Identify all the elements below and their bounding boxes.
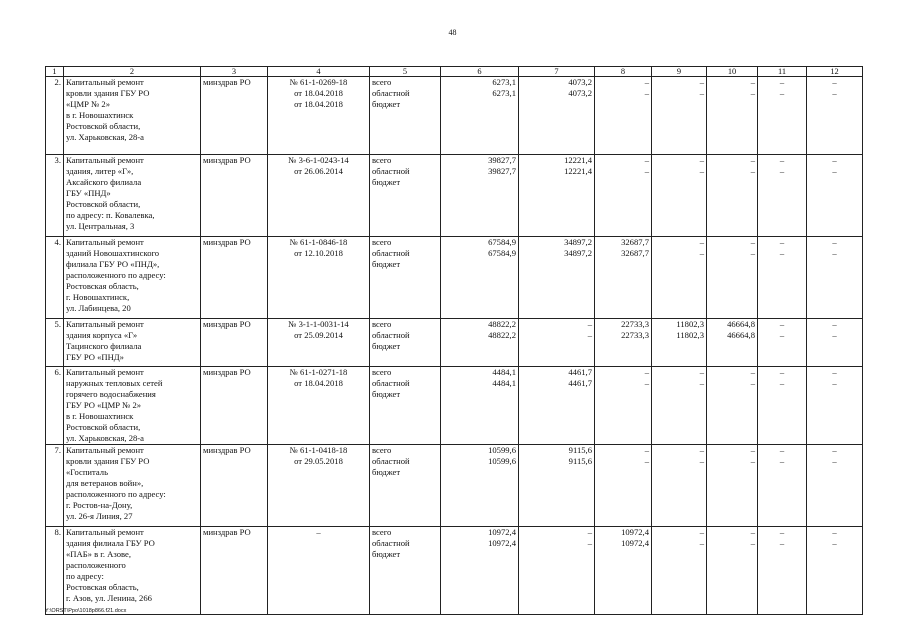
funding-source-line: областной bbox=[372, 538, 410, 548]
value-col-12 bbox=[807, 445, 863, 527]
value-col-12 bbox=[807, 367, 863, 445]
object-description-line: в г. Новошахтинск bbox=[66, 411, 134, 421]
row-number: 7. bbox=[46, 445, 64, 527]
value-col-8-line: – bbox=[644, 155, 649, 165]
value-col-12-line: – bbox=[832, 155, 837, 165]
object-description-line: горячего водоснабжения bbox=[66, 389, 156, 399]
value-col-9 bbox=[652, 77, 707, 155]
funding-source bbox=[370, 319, 441, 367]
funding-source-line: всего bbox=[372, 237, 392, 247]
value-col-10-line: – bbox=[750, 527, 755, 537]
value-col-7-line: 34897,2 bbox=[564, 237, 592, 247]
column-header-9: 9 bbox=[652, 67, 707, 77]
funding-source bbox=[370, 237, 441, 319]
responsible-org: минздрав РО bbox=[201, 319, 268, 367]
object-description-line: расположенного по адресу: bbox=[66, 270, 166, 280]
project-document-line: № 61-1-0418-18 bbox=[289, 445, 348, 455]
column-header-4: 4 bbox=[268, 67, 370, 77]
value-col-8 bbox=[595, 367, 652, 445]
object-description-line: ул. Центральная, 3 bbox=[66, 221, 135, 231]
value-col-7-line: 12221,4 bbox=[564, 166, 592, 176]
value-col-11 bbox=[758, 367, 807, 445]
value-col-9 bbox=[652, 319, 707, 367]
object-description-line: расположенного по адресу: bbox=[66, 489, 166, 499]
value-col-6-line: 48822,2 bbox=[488, 330, 516, 340]
value-col-6-line: 10599,6 bbox=[488, 456, 516, 466]
column-header-5: 5 bbox=[370, 67, 441, 77]
value-col-12-line: – bbox=[832, 367, 837, 377]
object-description-line: расположенного bbox=[66, 560, 126, 570]
value-col-11-line: – bbox=[779, 378, 785, 388]
funding-source-line: областной bbox=[372, 248, 410, 258]
object-description-line: для ветеранов войн», bbox=[66, 478, 144, 488]
project-document-line: № 3-6-1-0243-14 bbox=[288, 155, 349, 165]
funding-source-line: бюджет bbox=[372, 259, 401, 269]
page-number: 48 bbox=[448, 28, 457, 37]
funding-source-line: бюджет bbox=[372, 177, 401, 187]
value-col-6-line: 10972,4 bbox=[488, 527, 516, 537]
value-col-12 bbox=[807, 77, 863, 155]
value-col-7 bbox=[519, 237, 595, 319]
value-col-9 bbox=[652, 445, 707, 527]
value-col-10-line: – bbox=[750, 378, 755, 388]
object-description-line: кровли здания ГБУ РО bbox=[66, 88, 150, 98]
value-col-10 bbox=[707, 367, 758, 445]
project-document bbox=[268, 155, 370, 237]
project-document-line: № 61-1-0269-18 bbox=[289, 77, 348, 87]
object-description bbox=[64, 527, 201, 615]
project-document-line: от 18.04.2018 bbox=[294, 88, 343, 98]
value-col-9-line: – bbox=[699, 527, 704, 537]
value-col-10-line: – bbox=[750, 456, 755, 466]
value-col-12 bbox=[807, 237, 863, 319]
object-description-line: Ростовской области, bbox=[66, 199, 141, 209]
object-description-line: ул. Харьковская, 28-а bbox=[66, 132, 144, 142]
funding-source-line: всего bbox=[372, 527, 392, 537]
value-col-8 bbox=[595, 319, 652, 367]
object-description-line: по адресу: п. Ковалевка, bbox=[66, 210, 155, 220]
project-document-line: от 12.10.2018 bbox=[294, 248, 343, 258]
funding-source-line: областной bbox=[372, 88, 410, 98]
value-col-6-line: 39827,7 bbox=[488, 166, 516, 176]
value-col-8 bbox=[595, 527, 652, 615]
value-col-8-line: – bbox=[644, 378, 649, 388]
value-col-10 bbox=[707, 237, 758, 319]
value-col-12-line: – bbox=[832, 378, 837, 388]
project-document bbox=[268, 237, 370, 319]
funding-source-line: всего bbox=[372, 367, 392, 377]
value-col-8 bbox=[595, 77, 652, 155]
value-col-10 bbox=[707, 527, 758, 615]
value-col-9-line: – bbox=[699, 538, 704, 548]
object-description-line: г. Новошахтинск, bbox=[66, 292, 130, 302]
project-document-line: № 61-1-0846-18 bbox=[289, 237, 348, 247]
project-document bbox=[268, 445, 370, 527]
table-body bbox=[46, 77, 863, 615]
row-number: 4. bbox=[46, 237, 64, 319]
value-col-10-line: – bbox=[750, 77, 755, 87]
value-col-6-line: 67584,9 bbox=[488, 248, 516, 258]
value-col-11 bbox=[758, 445, 807, 527]
project-document-line: № 61-1-0271-18 bbox=[289, 367, 348, 377]
table-row bbox=[46, 319, 863, 367]
funding-source-line: областной bbox=[372, 456, 410, 466]
responsible-org: минздрав РО bbox=[201, 77, 268, 155]
object-description-line: зданий Новошахтинского bbox=[66, 248, 160, 258]
funding-source-line: областной bbox=[372, 330, 410, 340]
column-header-6: 6 bbox=[441, 67, 519, 77]
column-header-8: 8 bbox=[595, 67, 652, 77]
value-col-7 bbox=[519, 527, 595, 615]
value-col-6-line: 6273,1 bbox=[492, 88, 516, 98]
funding-source bbox=[370, 367, 441, 445]
value-col-7-line: 4073,2 bbox=[568, 77, 592, 87]
value-col-10 bbox=[707, 77, 758, 155]
value-col-11-line: – bbox=[779, 538, 785, 548]
object-description-line: ГБУ РО «ЦМР № 2» bbox=[66, 400, 142, 410]
value-col-8 bbox=[595, 237, 652, 319]
value-col-7-line: 9115,6 bbox=[568, 445, 592, 455]
funding-source-line: всего bbox=[372, 155, 392, 165]
column-header-10: 10 bbox=[707, 67, 758, 77]
object-description-line: наружных тепловых сетей bbox=[66, 378, 163, 388]
value-col-10 bbox=[707, 155, 758, 237]
table-row bbox=[46, 527, 863, 615]
value-col-11 bbox=[758, 155, 807, 237]
value-col-9-line: – bbox=[699, 77, 704, 87]
project-document-line: № 3-1-1-0031-14 bbox=[288, 319, 349, 329]
object-description-line: г. Ростов-на-Дону, bbox=[66, 500, 133, 510]
value-col-8-line: – bbox=[644, 367, 649, 377]
value-col-9 bbox=[652, 527, 707, 615]
value-col-12-line: – bbox=[832, 445, 837, 455]
value-col-10-line: 46664,8 bbox=[727, 330, 755, 340]
column-header-1: 1 bbox=[46, 67, 64, 77]
value-col-6-line: 4484,1 bbox=[492, 378, 516, 388]
value-col-8-line: 22733,3 bbox=[621, 319, 649, 329]
object-description bbox=[64, 445, 201, 527]
value-col-12 bbox=[807, 319, 863, 367]
funding-source-line: всего bbox=[372, 77, 392, 87]
project-document bbox=[268, 367, 370, 445]
table-row bbox=[46, 155, 863, 237]
object-description-line: Ростовской области, bbox=[66, 422, 141, 432]
object-description-line: здания филиала ГБУ РО bbox=[66, 538, 155, 548]
object-description-line: «Госпиталь bbox=[66, 467, 108, 477]
object-description-line: Аксайского филиала bbox=[66, 177, 142, 187]
value-col-6 bbox=[441, 527, 519, 615]
value-col-12-line: – bbox=[832, 237, 837, 247]
value-col-10-line: – bbox=[750, 248, 755, 258]
funding-source-line: всего bbox=[372, 319, 392, 329]
funding-source bbox=[370, 155, 441, 237]
value-col-11-line: – bbox=[779, 319, 785, 329]
value-col-8 bbox=[595, 445, 652, 527]
project-document bbox=[268, 319, 370, 367]
value-col-7 bbox=[519, 445, 595, 527]
project-document-line: от 29.05.2018 bbox=[294, 456, 343, 466]
value-col-12-line: – bbox=[832, 538, 837, 548]
object-description-line: Ростовская область, bbox=[66, 281, 139, 291]
value-col-11-line: – bbox=[779, 367, 785, 377]
value-col-11 bbox=[758, 527, 807, 615]
object-description-line: Капитальный ремонт bbox=[66, 445, 144, 455]
value-col-12-line: – bbox=[832, 88, 837, 98]
object-description-line: Капитальный ремонт bbox=[66, 319, 144, 329]
value-col-12-line: – bbox=[832, 248, 837, 258]
value-col-10-line: – bbox=[750, 155, 755, 165]
value-col-6 bbox=[441, 445, 519, 527]
value-col-11-line: – bbox=[779, 445, 785, 455]
value-col-8-line: 32687,7 bbox=[621, 248, 649, 258]
value-col-11-line: – bbox=[779, 88, 785, 98]
table-row bbox=[46, 367, 863, 445]
value-col-12-line: – bbox=[832, 330, 837, 340]
object-description-line: здания, литер «Г», bbox=[66, 166, 134, 176]
value-col-7-line: 9115,6 bbox=[568, 456, 592, 466]
value-col-9-line: – bbox=[699, 237, 704, 247]
value-col-11 bbox=[758, 237, 807, 319]
value-col-6 bbox=[441, 155, 519, 237]
funding-source bbox=[370, 445, 441, 527]
responsible-org: минздрав РО bbox=[201, 367, 268, 445]
object-description-line: филиала ГБУ РО «ПНД», bbox=[66, 259, 160, 269]
value-col-8-line: 10972,4 bbox=[621, 527, 649, 537]
value-col-10-line: – bbox=[750, 538, 755, 548]
object-description-line: Ростовская область, bbox=[66, 582, 139, 592]
object-description bbox=[64, 319, 201, 367]
value-col-9 bbox=[652, 155, 707, 237]
row-number: 8. bbox=[46, 527, 64, 615]
object-description-line: «ЦМР № 2» bbox=[66, 99, 111, 109]
table-row bbox=[46, 77, 863, 155]
value-col-12-line: – bbox=[832, 319, 837, 329]
object-description-line: Ростовской области, bbox=[66, 121, 141, 131]
value-col-10-line: – bbox=[750, 88, 755, 98]
value-col-6-line: 48822,2 bbox=[488, 319, 516, 329]
object-description-line: ул. Лабинцева, 20 bbox=[66, 303, 131, 313]
column-header-3: 3 bbox=[201, 67, 268, 77]
value-col-6-line: 6273,1 bbox=[492, 77, 516, 87]
column-header-2: 2 bbox=[64, 67, 201, 77]
value-col-9-line: – bbox=[699, 88, 704, 98]
value-col-8-line: 10972,4 bbox=[621, 538, 649, 548]
value-col-8-line: – bbox=[644, 77, 649, 87]
funding-source-line: бюджет bbox=[372, 549, 401, 559]
funding-source-line: областной bbox=[372, 166, 410, 176]
value-col-11-line: – bbox=[779, 527, 785, 537]
column-number-row bbox=[46, 67, 863, 77]
value-col-11-line: – bbox=[779, 237, 785, 247]
value-col-11-line: – bbox=[779, 248, 785, 258]
funding-source-line: бюджет bbox=[372, 99, 401, 109]
object-description-line: г. Азов, ул. Ленина, 266 bbox=[66, 593, 152, 603]
value-col-12-line: – bbox=[832, 166, 837, 176]
project-document-line: от 26.06.2014 bbox=[294, 166, 343, 176]
value-col-7-line: 12221,4 bbox=[564, 155, 592, 165]
value-col-9-line: – bbox=[699, 367, 704, 377]
value-col-10-line: – bbox=[750, 445, 755, 455]
project-document-line: от 18.04.2018 bbox=[294, 99, 343, 109]
row-number: 2. bbox=[46, 77, 64, 155]
value-col-6-line: 39827,7 bbox=[488, 155, 516, 165]
responsible-org: минздрав РО bbox=[201, 445, 268, 527]
row-number: 3. bbox=[46, 155, 64, 237]
value-col-7-line: 4461,7 bbox=[568, 378, 592, 388]
value-col-10 bbox=[707, 319, 758, 367]
value-col-8-line: 22733,3 bbox=[621, 330, 649, 340]
responsible-org: минздрав РО bbox=[201, 237, 268, 319]
object-description-line: «ПАБ» в г. Азове, bbox=[66, 549, 131, 559]
row-number: 6. bbox=[46, 367, 64, 445]
value-col-11-line: – bbox=[779, 456, 785, 466]
project-document bbox=[268, 77, 370, 155]
value-col-6 bbox=[441, 77, 519, 155]
object-description-line: ГБУ «ПНД» bbox=[66, 188, 111, 198]
value-col-10-line: – bbox=[750, 166, 755, 176]
object-description-line: здания корпуса «Г» bbox=[66, 330, 138, 340]
object-description-line: по адресу: bbox=[66, 571, 104, 581]
column-header-12: 12 bbox=[807, 67, 863, 77]
value-col-12-line: – bbox=[832, 456, 837, 466]
value-col-9-line: – bbox=[699, 456, 704, 466]
table-row bbox=[46, 237, 863, 319]
funding-source-line: областной bbox=[372, 378, 410, 388]
value-col-6-line: 10972,4 bbox=[488, 538, 516, 548]
value-col-12 bbox=[807, 527, 863, 615]
funding-source-line: бюджет bbox=[372, 467, 401, 477]
value-col-10-line: – bbox=[750, 237, 755, 247]
table-row bbox=[46, 445, 863, 527]
value-col-8-line: – bbox=[644, 456, 649, 466]
project-document-line: от 25.09.2014 bbox=[294, 330, 343, 340]
object-description-line: ГБУ РО «ПНД» bbox=[66, 352, 124, 362]
value-col-7-line: – bbox=[587, 527, 592, 537]
value-col-11-line: – bbox=[779, 166, 785, 176]
value-col-6 bbox=[441, 319, 519, 367]
value-col-7 bbox=[519, 319, 595, 367]
object-description-line: в г. Новошахтинск bbox=[66, 110, 134, 120]
object-description-line: Капитальный ремонт bbox=[66, 527, 144, 537]
value-col-7-line: – bbox=[587, 538, 592, 548]
value-col-6-line: 67584,9 bbox=[488, 237, 516, 247]
object-description-line: кровли здания ГБУ РО bbox=[66, 456, 150, 466]
value-col-9-line: – bbox=[699, 166, 704, 176]
object-description bbox=[64, 367, 201, 445]
column-header-7: 7 bbox=[519, 67, 595, 77]
object-description-line: Капитальный ремонт bbox=[66, 237, 144, 247]
value-col-9-line: – bbox=[699, 155, 704, 165]
value-col-8-line: 32687,7 bbox=[621, 237, 649, 247]
value-col-11-line: – bbox=[779, 155, 785, 165]
value-col-9-line: – bbox=[699, 445, 704, 455]
value-col-11-line: – bbox=[779, 77, 785, 87]
value-col-7 bbox=[519, 367, 595, 445]
value-col-7 bbox=[519, 77, 595, 155]
objects-table bbox=[45, 66, 863, 615]
value-col-8-line: – bbox=[644, 166, 649, 176]
funding-source bbox=[370, 527, 441, 615]
value-col-9 bbox=[652, 237, 707, 319]
value-col-6-line: 4484,1 bbox=[492, 367, 516, 377]
project-document-line: – bbox=[316, 527, 321, 537]
value-col-12-line: – bbox=[832, 527, 837, 537]
row-number: 5. bbox=[46, 319, 64, 367]
value-col-6 bbox=[441, 237, 519, 319]
value-col-12 bbox=[807, 155, 863, 237]
object-description-line: Тацинского филиала bbox=[66, 341, 142, 351]
value-col-7-line: – bbox=[587, 330, 592, 340]
value-col-9 bbox=[652, 367, 707, 445]
value-col-7 bbox=[519, 155, 595, 237]
value-col-9-line: 11802,3 bbox=[676, 330, 704, 340]
value-col-7-line: 4073,2 bbox=[568, 88, 592, 98]
project-document-line: от 18.04.2018 bbox=[294, 378, 343, 388]
object-description bbox=[64, 77, 201, 155]
value-col-8 bbox=[595, 155, 652, 237]
value-col-7-line: – bbox=[587, 319, 592, 329]
project-document bbox=[268, 527, 370, 615]
value-col-11 bbox=[758, 319, 807, 367]
object-description-line: Капитальный ремонт bbox=[66, 367, 144, 377]
funding-source-line: всего bbox=[372, 445, 392, 455]
responsible-org: минздрав РО bbox=[201, 527, 268, 615]
funding-source-line: бюджет bbox=[372, 389, 401, 399]
value-col-9-line: – bbox=[699, 248, 704, 258]
funding-source bbox=[370, 77, 441, 155]
object-description-line: ул. Харьковская, 28-а bbox=[66, 433, 144, 443]
funding-source-line: бюджет bbox=[372, 341, 401, 351]
value-col-10-line: 46664,8 bbox=[727, 319, 755, 329]
value-col-8-line: – bbox=[644, 88, 649, 98]
value-col-7-line: 4461,7 bbox=[568, 367, 592, 377]
value-col-7-line: 34897,2 bbox=[564, 248, 592, 258]
object-description-line: ул. 26-я Линия, 27 bbox=[66, 511, 133, 521]
responsible-org: минздрав РО bbox=[201, 155, 268, 237]
object-description bbox=[64, 237, 201, 319]
object-description-line: Капитальный ремонт bbox=[66, 155, 144, 165]
value-col-9-line: 11802,3 bbox=[676, 319, 704, 329]
value-col-11 bbox=[758, 77, 807, 155]
value-col-6 bbox=[441, 367, 519, 445]
value-col-6-line: 10599,6 bbox=[488, 445, 516, 455]
object-description-line: Капитальный ремонт bbox=[66, 77, 144, 87]
value-col-11-line: – bbox=[779, 330, 785, 340]
value-col-12-line: – bbox=[832, 77, 837, 87]
value-col-10 bbox=[707, 445, 758, 527]
value-col-8-line: – bbox=[644, 445, 649, 455]
value-col-9-line: – bbox=[699, 378, 704, 388]
object-description bbox=[64, 155, 201, 237]
value-col-10-line: – bbox=[750, 367, 755, 377]
column-header-11: 11 bbox=[758, 67, 807, 77]
file-path-footer: Y:\ORST\Ppo\1018p866.f21.docx bbox=[45, 608, 127, 614]
